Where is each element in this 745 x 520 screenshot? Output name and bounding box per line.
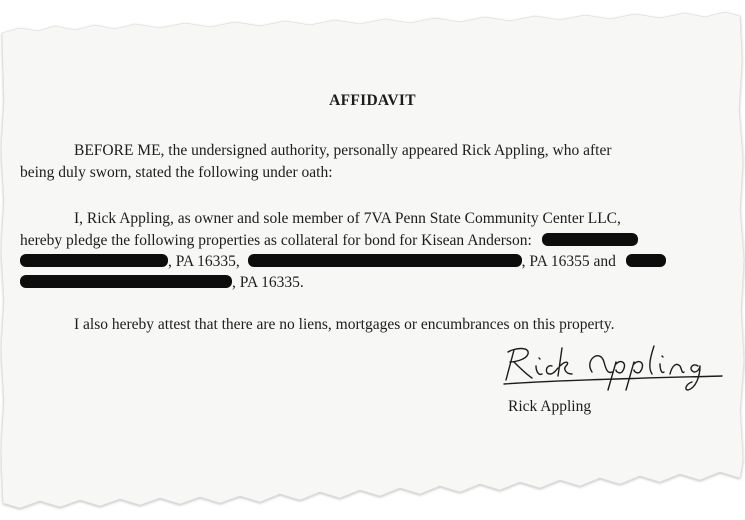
affidavit-title: AFFIDAVIT [329,92,416,109]
signer-name: Rick Appling [508,398,592,415]
address-segment-3: , PA 16335. [232,274,304,291]
paragraph-2-line-2 [20,230,638,252]
redaction-bar [20,275,232,288]
redaction-bar [626,254,666,267]
handwritten-signature [500,340,730,395]
paragraph-3: I also hereby attest that there are no liens, mortgages or encumbrances on this property. [74,316,615,333]
paragraph-2-line-3 [20,251,725,273]
address-segment-2: , PA 16355 and [521,253,616,270]
paragraph-1-line-2: being duly sworn, stated the following under oath: [20,164,333,181]
redaction-bar [542,233,638,246]
address-segment-1: , PA 16335, [168,253,240,270]
redaction-bar [20,254,168,267]
paragraph-2-line-1: I, Rick Appling, as owner and sole member of 7VA Penn State Community Center LLC, [74,210,621,227]
pledge-text: hereby pledge the following properties as collateral for bond for Kisean Anderson: [20,232,532,249]
redaction-bar [248,254,522,267]
paragraph-1-line-1: BEFORE ME, the undersigned authority, personally appeared Rick Appling, who after [74,142,612,159]
paragraph-2-line-4 [20,272,304,294]
